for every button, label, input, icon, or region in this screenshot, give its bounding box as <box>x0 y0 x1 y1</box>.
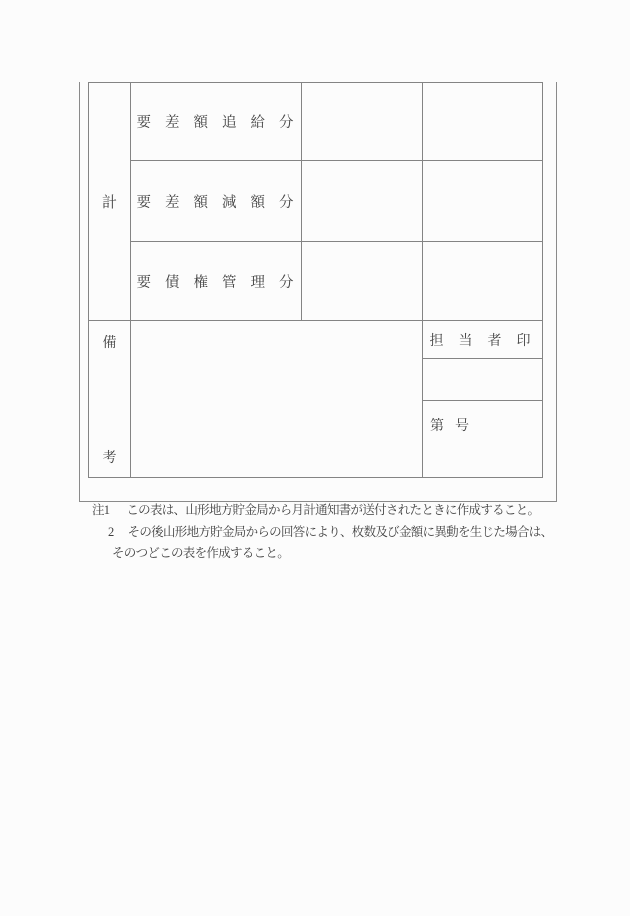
row2-count-cell <box>302 161 422 241</box>
row1-amount-cell <box>423 83 542 160</box>
form-table <box>88 82 546 478</box>
remarks-header <box>89 321 130 477</box>
footnote-2-number: 2 <box>108 525 114 539</box>
row3-amount-cell <box>423 242 542 320</box>
row2-label: 要差額減額分 <box>136 194 308 211</box>
remarks-label-bottom: 考 <box>102 451 117 466</box>
staff-seal-header <box>423 321 546 358</box>
document-number-label: 第号 <box>430 419 480 434</box>
staff-seal-label: 担当者印 <box>429 333 546 349</box>
row3-count-cell <box>302 242 422 320</box>
row2-amount-cell <box>423 161 542 241</box>
footnote-2 <box>108 524 552 540</box>
total-column-label: 計 <box>101 195 117 211</box>
footnote-1-text: この表は、山形地方貯金局から月計通知書が送付されたときに作成すること。 <box>126 503 540 517</box>
row1-count-cell <box>302 83 422 160</box>
document-number-cell <box>423 401 542 477</box>
remarks-label-top: 備 <box>102 336 117 351</box>
footnote-2-continuation <box>112 545 289 561</box>
stamp-area-cell <box>423 359 542 400</box>
table-row <box>131 242 308 320</box>
remarks-content-cell <box>131 321 422 477</box>
footnote-2-continuation-text: そのつどこの表を作成すること。 <box>112 546 290 560</box>
table-row <box>131 83 308 160</box>
row1-label: 要差額追給分 <box>136 115 308 131</box>
footnote-2-text: その後山形地方貯金局からの回答により、枚数及び金額に異動を生じた場合は、 <box>127 525 553 539</box>
table-row <box>131 161 308 241</box>
footnote-1 <box>92 502 539 518</box>
row3-label: 要債権管理分 <box>136 274 308 291</box>
footnote-1-number: 注1 <box>92 503 110 517</box>
